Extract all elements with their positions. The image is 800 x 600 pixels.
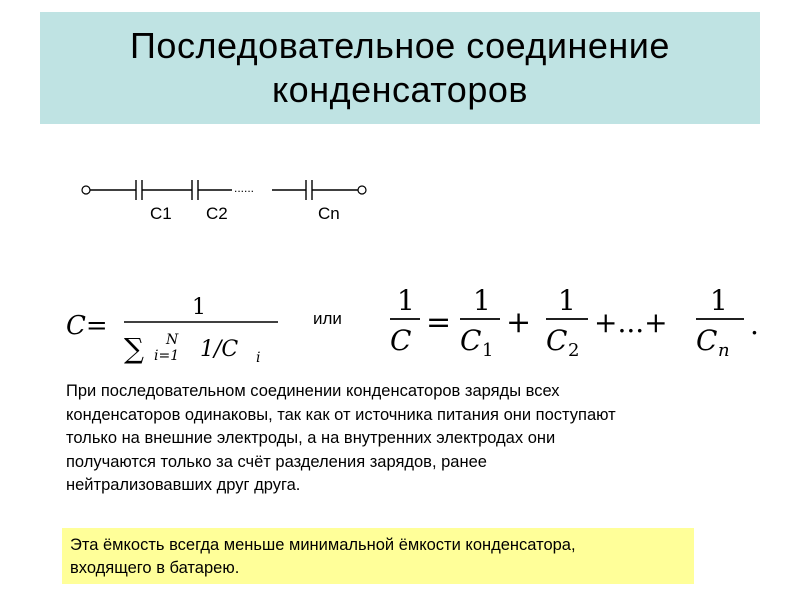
formula-lhs: C=: [66, 311, 108, 341]
highlight-note: [62, 528, 694, 584]
series-capacitance-formula: [66, 295, 278, 366]
note-line-1: Эта ёмкость всегда меньше минимальной ёмкости конденсатора,: [70, 536, 576, 554]
sum-upper-limit: N: [166, 332, 179, 348]
term1-one: 1: [473, 284, 491, 317]
termn-subscript: n: [718, 340, 730, 361]
termn-c: C: [696, 324, 718, 357]
term1-c: C: [460, 324, 482, 357]
term2-c: C: [546, 324, 568, 357]
title-line-2: конденсаторов: [272, 69, 528, 110]
formula-period: .: [750, 308, 759, 341]
capacitor-label-c2: C2: [206, 204, 228, 223]
termn-one: 1: [710, 284, 728, 317]
term2-one: 1: [558, 284, 576, 317]
formula-numerator: 1: [192, 295, 206, 320]
or-label: или: [313, 309, 342, 328]
equals-sign: =: [426, 305, 452, 340]
sum-term: 1/C: [200, 337, 239, 362]
capacitor-label-c1: C1: [150, 204, 172, 223]
formula-row: [60, 276, 760, 366]
plus-ellipsis: +...+: [594, 306, 668, 339]
note-line-2: входящего в батарею.: [70, 559, 240, 577]
capacitor-label-cn: Cn: [318, 204, 340, 223]
right-terminal: [358, 186, 366, 194]
title-banner: [40, 12, 760, 124]
reciprocal-sum-formula: [390, 284, 759, 361]
sum-term-subscript: i: [256, 350, 261, 366]
body-paragraph: При последовательном соединении конденсаторов заряды всех конденсаторов одинаковы, так как от источника питания они поступают только на внешние электроды, а на внутренних электродах они получаются только за счёт разделения зарядов, ранее нейтрализовавших друг друга.: [66, 382, 616, 494]
term2-subscript: 2: [568, 340, 580, 361]
rhs-one: 1: [397, 284, 415, 317]
plus-sign: +: [506, 305, 532, 340]
left-terminal: [82, 186, 90, 194]
series-capacitor-circuit: [60, 168, 390, 228]
title-line-1: Последовательное соединение: [130, 25, 670, 66]
rhs-c: C: [390, 324, 412, 357]
sum-symbol: ∑: [124, 332, 144, 365]
circuit-ellipsis: ......: [234, 181, 255, 195]
term1-subscript: 1: [482, 340, 494, 361]
sum-lower-limit: i=1: [154, 348, 180, 364]
